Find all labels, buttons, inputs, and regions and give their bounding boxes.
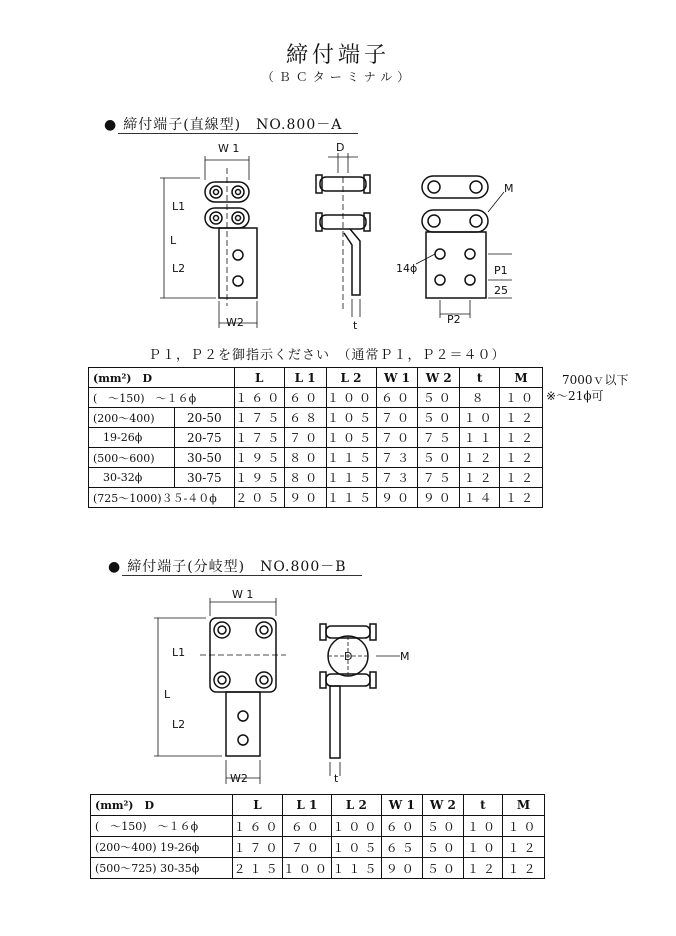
table-cell: ８０ [284, 448, 326, 468]
table-cell: ６０ [381, 816, 422, 837]
table-cell: ( ～150) ～１６ϕ [91, 816, 233, 837]
dim-b-d: D [344, 650, 353, 663]
table-cell: １７５ [234, 428, 284, 448]
table-header-cell: W 2 [422, 795, 463, 816]
table-header-cell: W 1 [376, 368, 418, 388]
table-cell: ５０ [418, 388, 460, 408]
table-cell: (500～725) 30-35ϕ [91, 858, 233, 879]
table-cell: １１５ [326, 448, 376, 468]
table-cell: ７３ [376, 468, 418, 488]
drawing-a-detail-view [392, 168, 527, 328]
table-cell: ５０ [418, 448, 460, 468]
table-cell: ７３ [376, 448, 418, 468]
drawing-a-side-view [300, 141, 380, 332]
table-header-cell: L 1 [282, 795, 331, 816]
table-cell: 20-75 [174, 428, 234, 448]
dim-a-d: D [336, 141, 345, 154]
table-cell: ６０ [284, 388, 326, 408]
table-cell: １２ [500, 428, 543, 448]
table-cell: ９０ [284, 488, 326, 508]
drawing-b-side-view [316, 616, 426, 786]
dim-b-w2: W2 [230, 772, 248, 785]
dim-b-t: t [334, 772, 339, 785]
table-cell: １２ [460, 468, 500, 488]
table-cell: １９５ [234, 468, 284, 488]
dim-b-l1: L1 [172, 646, 186, 659]
dim-a-w2: W2 [226, 316, 244, 329]
table-cell: １７０ [233, 837, 283, 858]
drawing-b-front-view [150, 588, 290, 788]
dim-a-t: t [353, 319, 358, 332]
table-row [89, 488, 543, 508]
table-header-cell: t [463, 795, 502, 816]
dim-b-w1: W 1 [232, 588, 254, 601]
table-cell: １２ [500, 468, 543, 488]
table-cell: ６８ [284, 408, 326, 428]
section-a-note: Ｐ１，Ｐ２を御指示ください （通常Ｐ１，Ｐ２＝４０） [148, 348, 506, 363]
table-cell: １０ [500, 388, 543, 408]
table-cell: １００ [326, 388, 376, 408]
table-header-cell: L 2 [326, 368, 376, 388]
table-cell: ５０ [422, 837, 463, 858]
page-subtitle: （ＢＣターミナル） [261, 70, 415, 84]
table-cell: ５０ [422, 858, 463, 879]
table-row [89, 468, 543, 488]
dim-a-p2: P2 [447, 313, 461, 326]
section-b-underline [122, 575, 362, 576]
table-b-header-row [91, 795, 545, 816]
table-cell: ７０ [376, 428, 418, 448]
table-header-cell: W 2 [418, 368, 460, 388]
table-cell: (200～400) [89, 408, 175, 428]
table-cell: ７５ [418, 428, 460, 448]
table-cell: ２０５ [234, 488, 284, 508]
table-cell: １９５ [234, 448, 284, 468]
table-header-cell: L 2 [331, 795, 381, 816]
spec-table-a [88, 367, 543, 508]
table-header-cell: L 1 [284, 368, 326, 388]
table-header-cell: M [503, 795, 545, 816]
table-cell: ８ [460, 388, 500, 408]
dim-a-p1: P1 [494, 264, 508, 277]
table-a-header-row [89, 368, 543, 388]
table-cell: １００ [331, 816, 381, 837]
table-cell: ９０ [381, 858, 422, 879]
side-note-voltage: 7000ｖ以下 [562, 373, 629, 387]
table-cell: ７５ [418, 468, 460, 488]
table-cell: １０ [503, 816, 545, 837]
table-cell: １００ [282, 858, 331, 879]
page-title: 締付端子 [285, 43, 390, 68]
dim-a-l2: L2 [172, 262, 186, 275]
table-row [89, 388, 543, 408]
table-cell: ７０ [282, 837, 331, 858]
table-cell: １０ [463, 837, 502, 858]
dim-b-m: M [400, 650, 410, 663]
table-row [91, 816, 545, 837]
table-cell: １６０ [234, 388, 284, 408]
table-header-cell: t [460, 368, 500, 388]
table-cell: １０５ [326, 428, 376, 448]
bullet-icon: ● [108, 559, 122, 575]
section-a-heading [104, 114, 342, 134]
table-cell: ２１５ [233, 858, 283, 879]
section-b-heading-text: 締付端子(分岐型) NO.800－B [127, 559, 347, 575]
table-cell: １０ [460, 408, 500, 428]
table-cell: ５０ [418, 408, 460, 428]
table-cell: ６０ [376, 388, 418, 408]
table-cell: (725～1000)３５-４０ϕ [89, 488, 235, 508]
table-cell: 30-32ϕ [89, 468, 175, 488]
table-cell: １２ [503, 858, 545, 879]
table-cell: ７０ [376, 408, 418, 428]
section-a-underline [118, 133, 358, 134]
table-cell: １７５ [234, 408, 284, 428]
dim-a-l: L [170, 234, 177, 247]
section-a-heading-text: 締付端子(直線型) NO.800－A [123, 117, 343, 133]
table-cell: １２ [500, 488, 543, 508]
table-cell: ６０ [282, 816, 331, 837]
table-header-cell: M [500, 368, 543, 388]
table-header-cell: L [233, 795, 283, 816]
bullet-icon: ● [104, 117, 118, 133]
table-header-cell: (mm²) D [91, 795, 233, 816]
table-row [89, 428, 543, 448]
table-header-cell: L [234, 368, 284, 388]
table-cell: １１５ [331, 858, 381, 879]
table-cell: １１５ [326, 468, 376, 488]
table-cell: １２ [500, 408, 543, 428]
dim-b-l: L [164, 688, 171, 701]
table-cell: 30-50 [174, 448, 234, 468]
table-header-cell: W 1 [381, 795, 422, 816]
table-cell: 19-26ϕ [89, 428, 175, 448]
dim-a-p25: 25 [494, 284, 508, 297]
table-cell: １２ [500, 448, 543, 468]
table-cell: １０５ [326, 408, 376, 428]
dim-a-m: M [504, 182, 514, 195]
table-cell: 20-50 [174, 408, 234, 428]
spec-table-b [90, 794, 545, 879]
section-b-heading [108, 556, 347, 576]
table-cell: ５０ [422, 816, 463, 837]
table-row [89, 448, 543, 468]
table-cell: １０５ [331, 837, 381, 858]
table-cell: ９０ [418, 488, 460, 508]
dim-a-w1: W 1 [218, 142, 240, 155]
table-cell: １２ [503, 837, 545, 858]
table-cell: ( ～150) ～１６ϕ [89, 388, 235, 408]
table-cell: １１５ [326, 488, 376, 508]
table-cell: １１ [460, 428, 500, 448]
table-cell: ９０ [376, 488, 418, 508]
dim-a-hole: 14ϕ [396, 262, 418, 275]
table-cell: (200～400) 19-26ϕ [91, 837, 233, 858]
table-header-cell: (mm²) D [89, 368, 235, 388]
drawing-a-front-view [150, 138, 280, 333]
table-cell: 30-75 [174, 468, 234, 488]
table-cell: １２ [463, 858, 502, 879]
table-cell: ７０ [284, 428, 326, 448]
table-cell: (500～600) [89, 448, 175, 468]
table-cell: １０ [463, 816, 502, 837]
table-cell: １４ [460, 488, 500, 508]
side-note-diameter: ※～21ϕ可 [546, 389, 604, 403]
table-row [91, 837, 545, 858]
table-cell: ６５ [381, 837, 422, 858]
table-cell: ８０ [284, 468, 326, 488]
dim-b-l2: L2 [172, 718, 186, 731]
dim-a-l1: L1 [172, 200, 186, 213]
table-row [91, 858, 545, 879]
table-cell: １６０ [233, 816, 283, 837]
table-row [89, 408, 543, 428]
table-cell: １２ [460, 448, 500, 468]
